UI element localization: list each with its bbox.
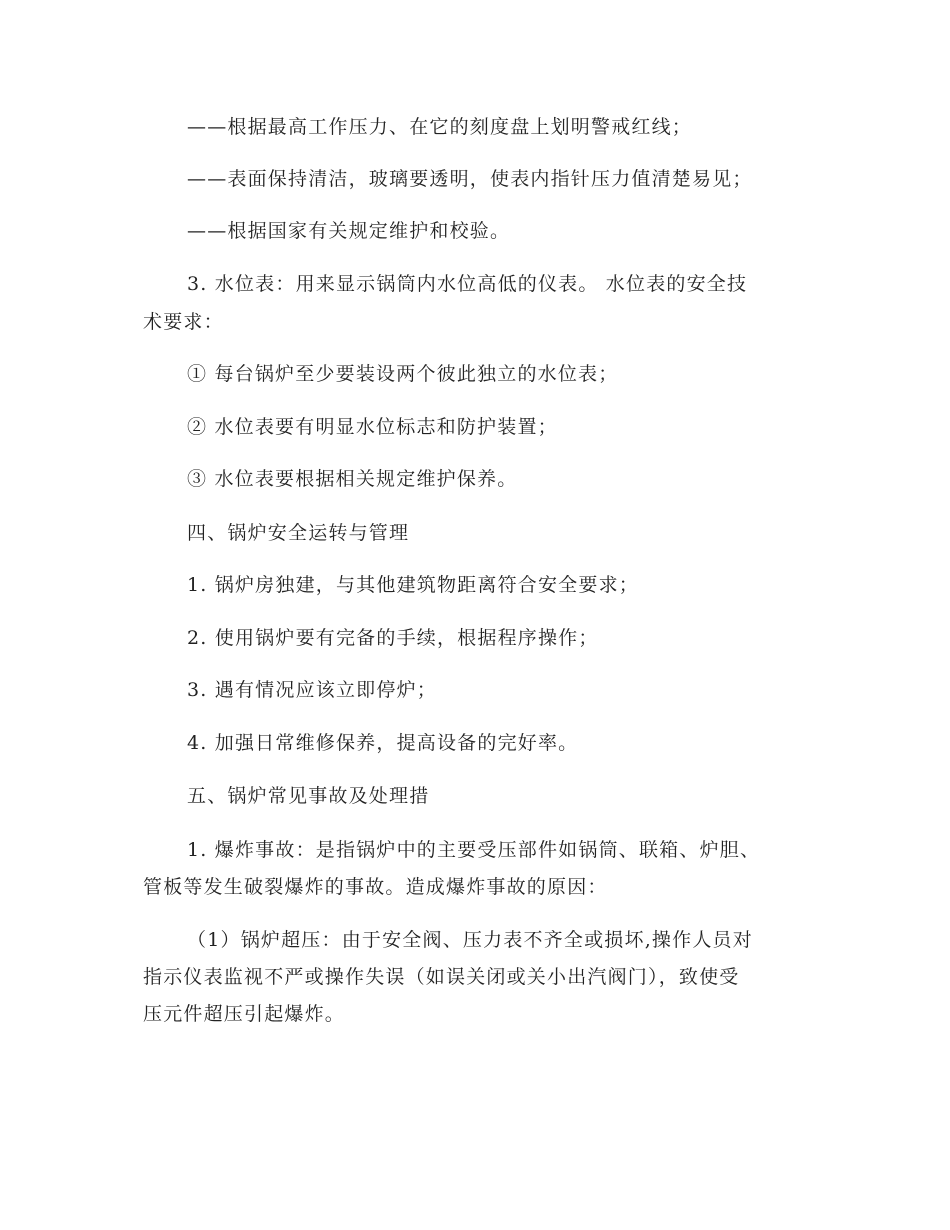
text-line: 压元件超压引起爆炸。 [143,1003,346,1025]
section-heading: 四、锅炉安全运转与管理 [187,522,410,544]
text-line: ③ 水位表要根据相关规定维护保养。 [187,468,518,490]
text-line: ——根据国家有关规定维护和校验。 [187,220,511,242]
text-line: ——表面保持清洁，玻璃要透明，使表内指针压力值清楚易见； [187,168,753,190]
text-line: 3. 遇有情况应该立即停炉； [187,679,437,701]
text-line: 1. 爆炸事故：是指锅炉中的主要受压部件如锅筒、联箱、炉胆、 [187,839,761,861]
text-line: 1. 锅炉房独建，与其他建筑物距离符合安全要求； [187,574,639,596]
text-line: 管板等发生破裂爆炸的事故。造成爆炸事故的原因： [143,876,608,898]
text-line: ① 每台锅炉至少要装设两个彼此独立的水位表； [187,363,619,385]
text-line: 3. 水位表：用来显示锅筒内水位高低的仪表。 水位表的安全技 [187,273,748,295]
text-line: 指示仪表监视不严或操作失误（如误关闭或关小出汽阀门），致使受 [143,966,740,988]
section-heading: 五、锅炉常见事故及处理措 [187,785,430,807]
text-line: ② 水位表要有明显水位标志和防护装置； [187,416,558,438]
text-line: 4. 加强日常维修保养，提高设备的完好率。 [187,732,579,754]
text-line: ——根据最高工作压力、在它的刻度盘上划明警戒红线； [187,116,693,138]
text-line: （1）锅炉超压：由于安全阀、压力表不齐全或损坏,操作人员对 [187,929,753,951]
text-line: 术要求： [143,311,224,333]
text-line: 2. 使用锅炉要有完备的手续，根据程序操作； [187,627,599,649]
